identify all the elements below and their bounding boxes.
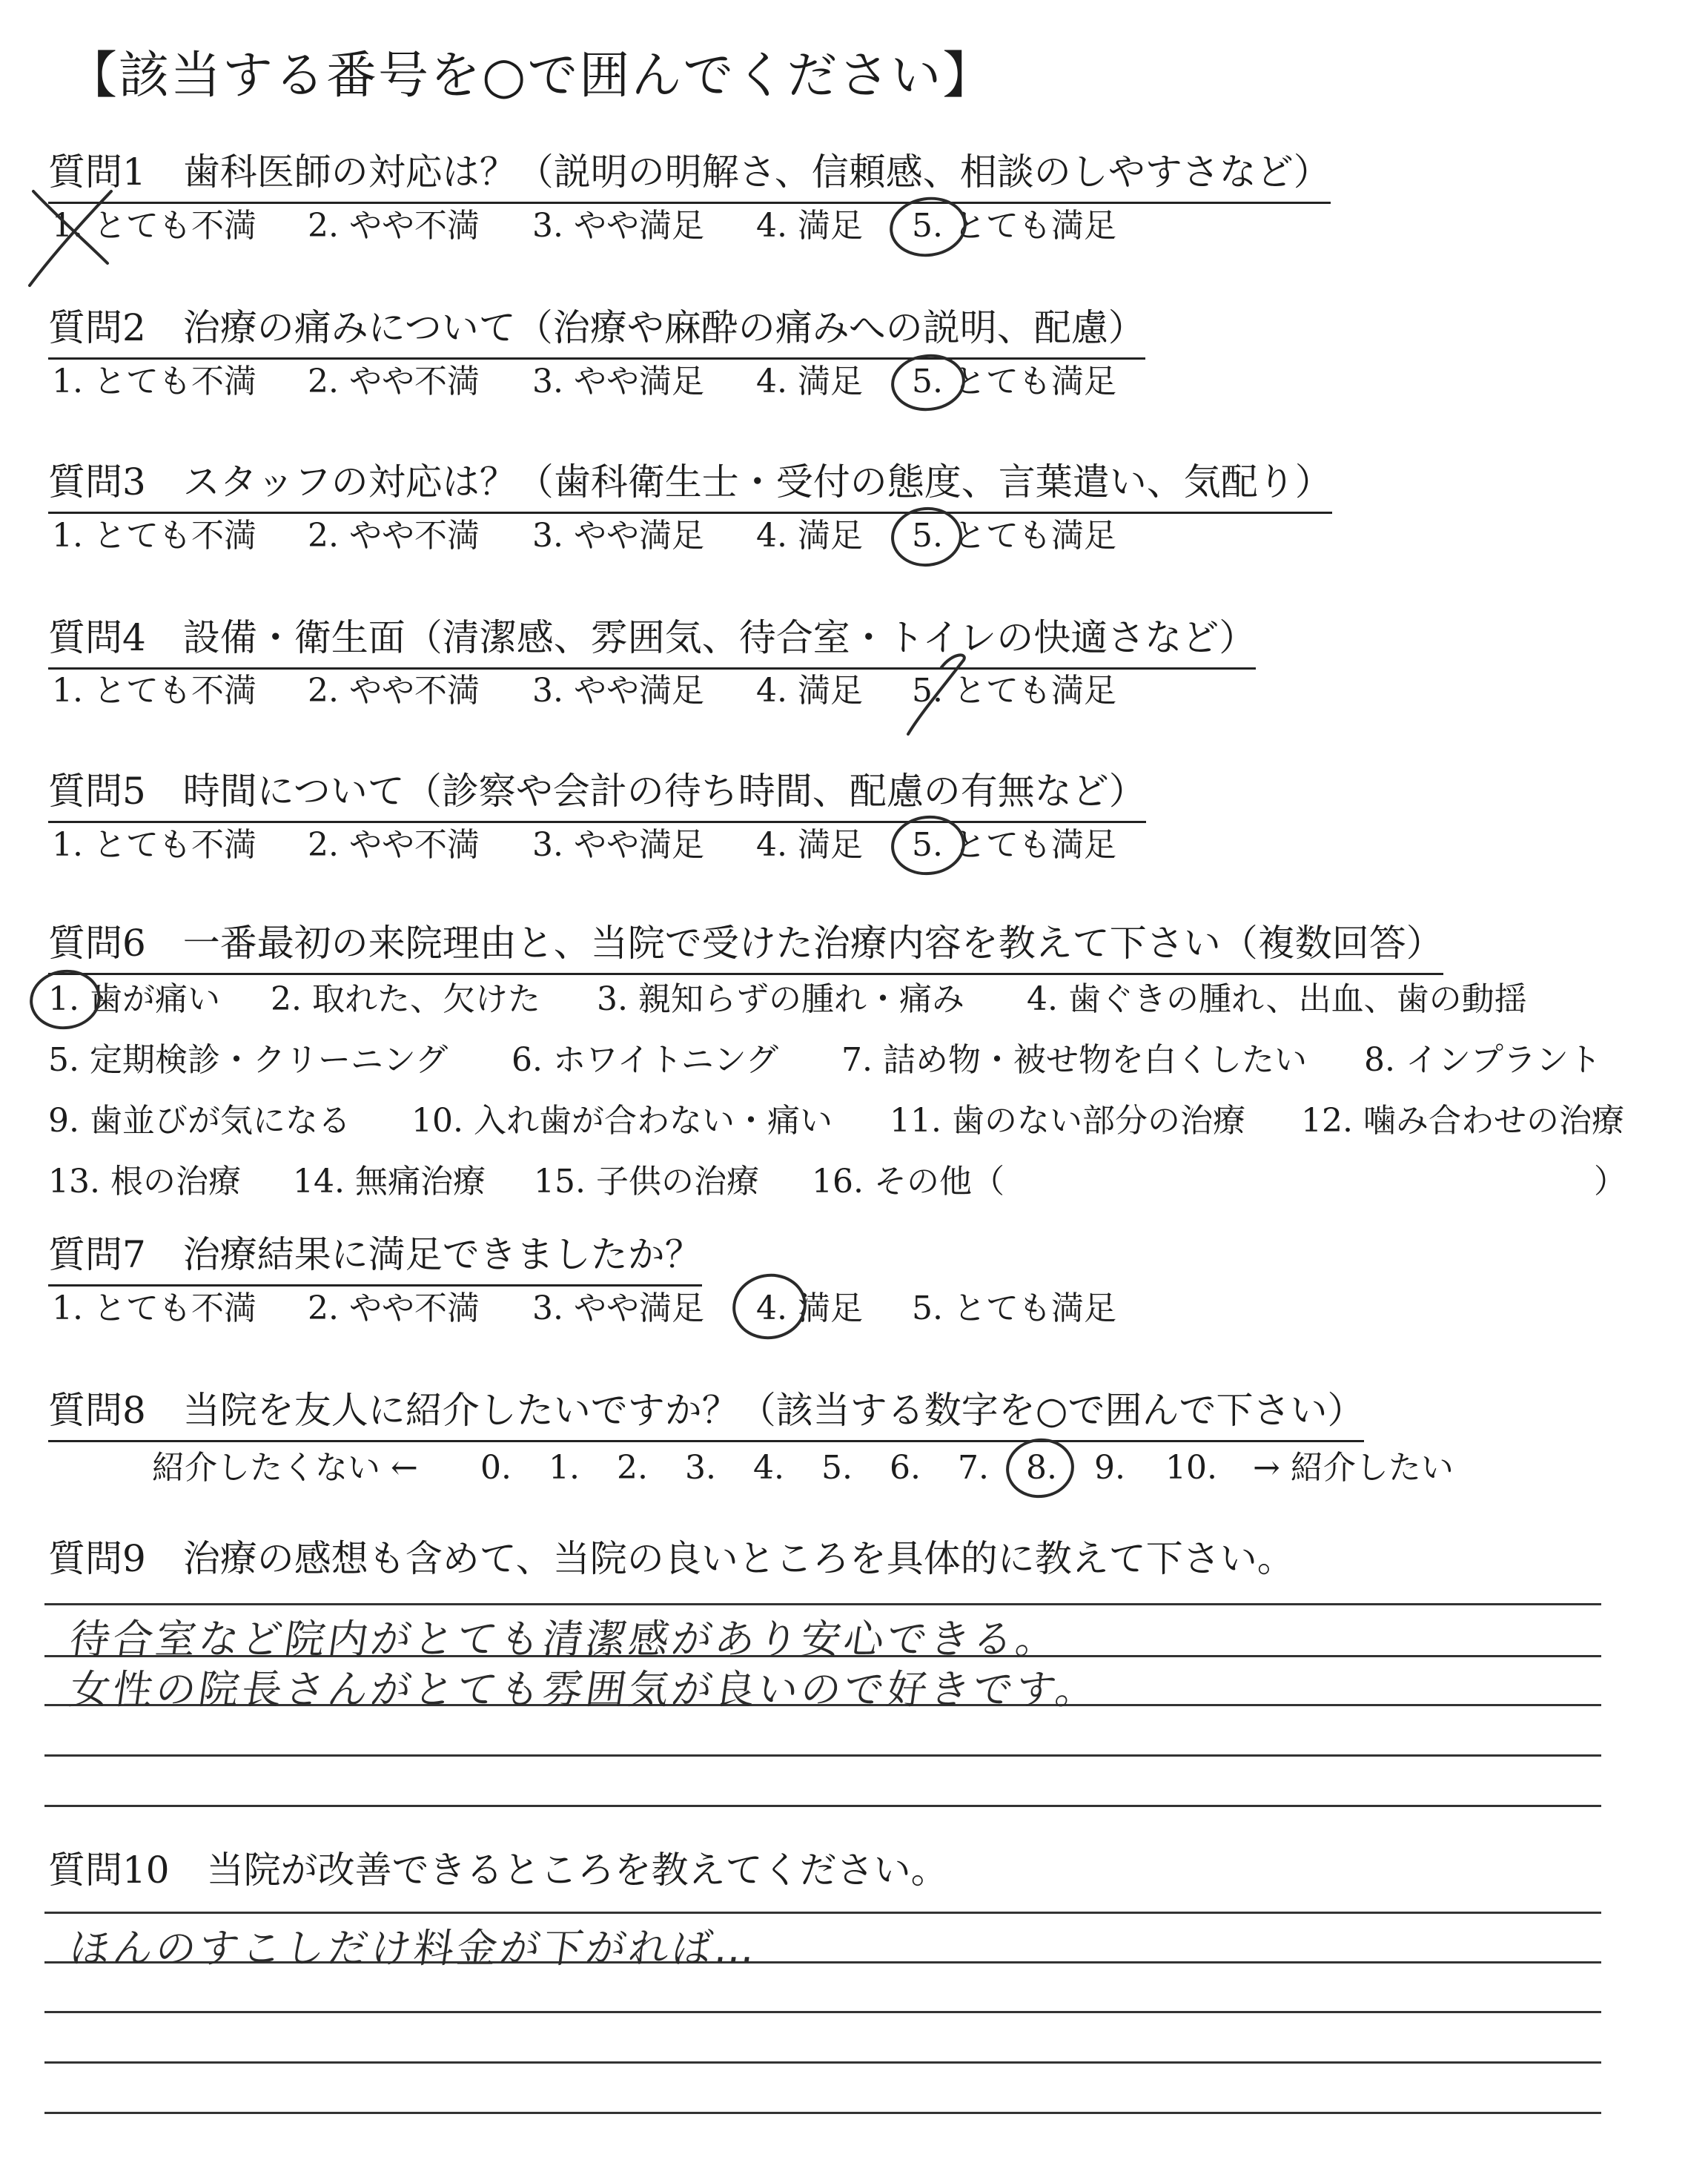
q2-option-5[interactable]: 5. とても満足 bbox=[912, 363, 1116, 400]
q8-right-label: → 紹介したい bbox=[1253, 1449, 1454, 1487]
q7-option-5[interactable]: 5. とても満足 bbox=[912, 1289, 1116, 1327]
question-1-title: 質問1 歯科医師の対応は？（説明の明解さ、信頼感、相談のしやすさなど） bbox=[48, 148, 1331, 204]
q7-option-1[interactable]: 1. とても不満 bbox=[52, 1289, 256, 1327]
q1-option-2[interactable]: 2. やや不満 bbox=[308, 207, 480, 245]
q8-number-5[interactable]: 5. bbox=[821, 1449, 853, 1487]
q6-option-6[interactable]: 6. ホワイトニング bbox=[512, 1041, 779, 1079]
q8-number-9[interactable]: 9. bbox=[1094, 1449, 1125, 1487]
q8-number-1[interactable]: 1. bbox=[549, 1449, 580, 1487]
q6-option-8[interactable]: 8. インプラント bbox=[1364, 1041, 1601, 1079]
q10-answer-line-4 bbox=[44, 2061, 1601, 2064]
q6-option-11[interactable]: 11. 歯のない部分の治療 bbox=[890, 1102, 1245, 1140]
question-8-title: 質問8 当院を友人に紹介したいですか？（該当する数字を○で囲んで下さい） bbox=[48, 1387, 1364, 1442]
q5-option-5[interactable]: 5. とても満足 bbox=[912, 826, 1116, 864]
q6-option-1[interactable]: 1. 歯が痛い bbox=[48, 980, 220, 1018]
q6-option-3[interactable]: 3. 親知らずの腫れ・痛み bbox=[597, 980, 964, 1018]
q6-option-2[interactable]: 2. 取れた、欠けた bbox=[271, 980, 540, 1018]
q7-option-2[interactable]: 2. やや不満 bbox=[308, 1289, 480, 1327]
q3-option-3[interactable]: 3. やや満足 bbox=[532, 517, 704, 555]
q6-option-5[interactable]: 5. 定期検診・クリーニング bbox=[48, 1041, 448, 1079]
q8-number-10[interactable]: 10. bbox=[1165, 1449, 1217, 1487]
question-3-title: 質問3 スタッフの対応は？（歯科衛生士・受付の態度、言葉遣い、気配り） bbox=[48, 458, 1332, 514]
q9-answer-line-1 bbox=[44, 1603, 1601, 1605]
q8-number-7[interactable]: 7. bbox=[958, 1449, 989, 1487]
q4-option-3[interactable]: 3. やや満足 bbox=[532, 672, 704, 710]
question-2-title: 質問2 治療の痛みについて（治療や麻酔の痛みへの説明、配慮） bbox=[48, 304, 1145, 360]
q4-option-5[interactable]: 5. とても満足 bbox=[912, 672, 1116, 710]
q8-number-8[interactable]: 8. bbox=[1026, 1449, 1057, 1487]
question-4-title: 質問4 設備・衛生面（清潔感、雰囲気、待合室・トイレの快適さなど） bbox=[48, 614, 1256, 670]
q8-number-4[interactable]: 4. bbox=[753, 1449, 784, 1487]
question-10-title: 質問10 当院が改善できるところを教えてください。 bbox=[48, 1849, 948, 1892]
q8-left-label: 紹介したくない ← bbox=[152, 1449, 418, 1487]
q6-option-14[interactable]: 14. 無痛治療 bbox=[293, 1163, 486, 1200]
q1-option-1[interactable]: 1. とても不満 bbox=[52, 207, 256, 245]
q10-answer-line-3 bbox=[44, 2011, 1601, 2013]
q4-option-4[interactable]: 4. 満足 bbox=[756, 672, 863, 710]
q5-option-2[interactable]: 2. やや不満 bbox=[308, 826, 480, 864]
q2-option-2[interactable]: 2. やや不満 bbox=[308, 363, 480, 400]
question-5-title: 質問5 時間について（診察や会計の待ち時間、配慮の有無など） bbox=[48, 767, 1146, 823]
q6-option-15[interactable]: 15. 子供の治療 bbox=[534, 1163, 759, 1200]
q6-option-7[interactable]: 7. 詰め物・被せ物を白くしたい bbox=[841, 1041, 1307, 1079]
instruction-header: 【該当する番号を○で囲んでください】 bbox=[67, 47, 995, 105]
q8-number-3[interactable]: 3. bbox=[685, 1449, 716, 1487]
question-9-title: 質問9 治療の感想も含めて、当院の良いところを具体的に教えて下さい。 bbox=[48, 1537, 1294, 1580]
q3-option-1[interactable]: 1. とても不満 bbox=[52, 517, 256, 555]
q5-option-3[interactable]: 3. やや満足 bbox=[532, 826, 704, 864]
q2-option-4[interactable]: 4. 満足 bbox=[756, 363, 863, 400]
q9-handwritten-answer-1: 待合室など院内がとても清潔感があり安心できる。 bbox=[67, 1616, 1062, 1662]
q8-number-0[interactable]: 0. bbox=[480, 1449, 512, 1487]
q6-option-10[interactable]: 10. 入れ歯が合わない・痛い bbox=[411, 1102, 833, 1140]
q9-answer-line-4 bbox=[44, 1754, 1601, 1757]
q10-answer-line-1 bbox=[44, 1912, 1601, 1914]
q1-option-4[interactable]: 4. 満足 bbox=[756, 207, 863, 245]
q1-option-5[interactable]: 5. とても満足 bbox=[912, 207, 1116, 245]
q6-option-16[interactable]: 16. その他（ bbox=[812, 1163, 1004, 1200]
q6-option-13[interactable]: 13. 根の治療 bbox=[48, 1163, 241, 1200]
question-7-title: 質問7 治療結果に満足できましたか？ bbox=[48, 1231, 702, 1287]
question-6-title: 質問6 一番最初の来院理由と、当院で受けた治療内容を教えて下さい（複数回答） bbox=[48, 919, 1443, 975]
q6-option-9[interactable]: 9. 歯並びが気になる bbox=[48, 1102, 351, 1140]
q10-handwritten-answer-1: ほんのすこしだけ料金が下がれば… bbox=[67, 1925, 761, 1972]
q7-option-4[interactable]: 4. 満足 bbox=[756, 1289, 863, 1327]
q6-option-12[interactable]: 12. 噛み合わせの治療 bbox=[1301, 1102, 1624, 1140]
q4-option-2[interactable]: 2. やや不満 bbox=[308, 672, 480, 710]
q5-option-1[interactable]: 1. とても不満 bbox=[52, 826, 256, 864]
q4-option-1[interactable]: 1. とても不満 bbox=[52, 672, 256, 710]
q8-number-2[interactable]: 2. bbox=[617, 1449, 648, 1487]
q3-option-4[interactable]: 4. 満足 bbox=[756, 517, 863, 555]
q3-option-2[interactable]: 2. やや不満 bbox=[308, 517, 480, 555]
q10-answer-line-5 bbox=[44, 2112, 1601, 2114]
q1-option-3[interactable]: 3. やや満足 bbox=[532, 207, 704, 245]
q5-option-4[interactable]: 4. 満足 bbox=[756, 826, 863, 864]
q9-handwritten-answer-2: 女性の院長さんがとても雰囲気が良いので好きです。 bbox=[67, 1666, 1102, 1713]
q8-number-6[interactable]: 6. bbox=[890, 1449, 921, 1487]
q6-other-close-paren: ） bbox=[1594, 1163, 1626, 1200]
q7-option-3[interactable]: 3. やや満足 bbox=[532, 1289, 704, 1327]
q2-option-3[interactable]: 3. やや満足 bbox=[532, 363, 704, 400]
q6-option-4[interactable]: 4. 歯ぐきの腫れ、出血、歯の動揺 bbox=[1027, 980, 1527, 1018]
q2-option-1[interactable]: 1. とても不満 bbox=[52, 363, 256, 400]
q9-answer-line-5 bbox=[44, 1805, 1601, 1807]
q3-option-5[interactable]: 5. とても満足 bbox=[912, 517, 1116, 555]
